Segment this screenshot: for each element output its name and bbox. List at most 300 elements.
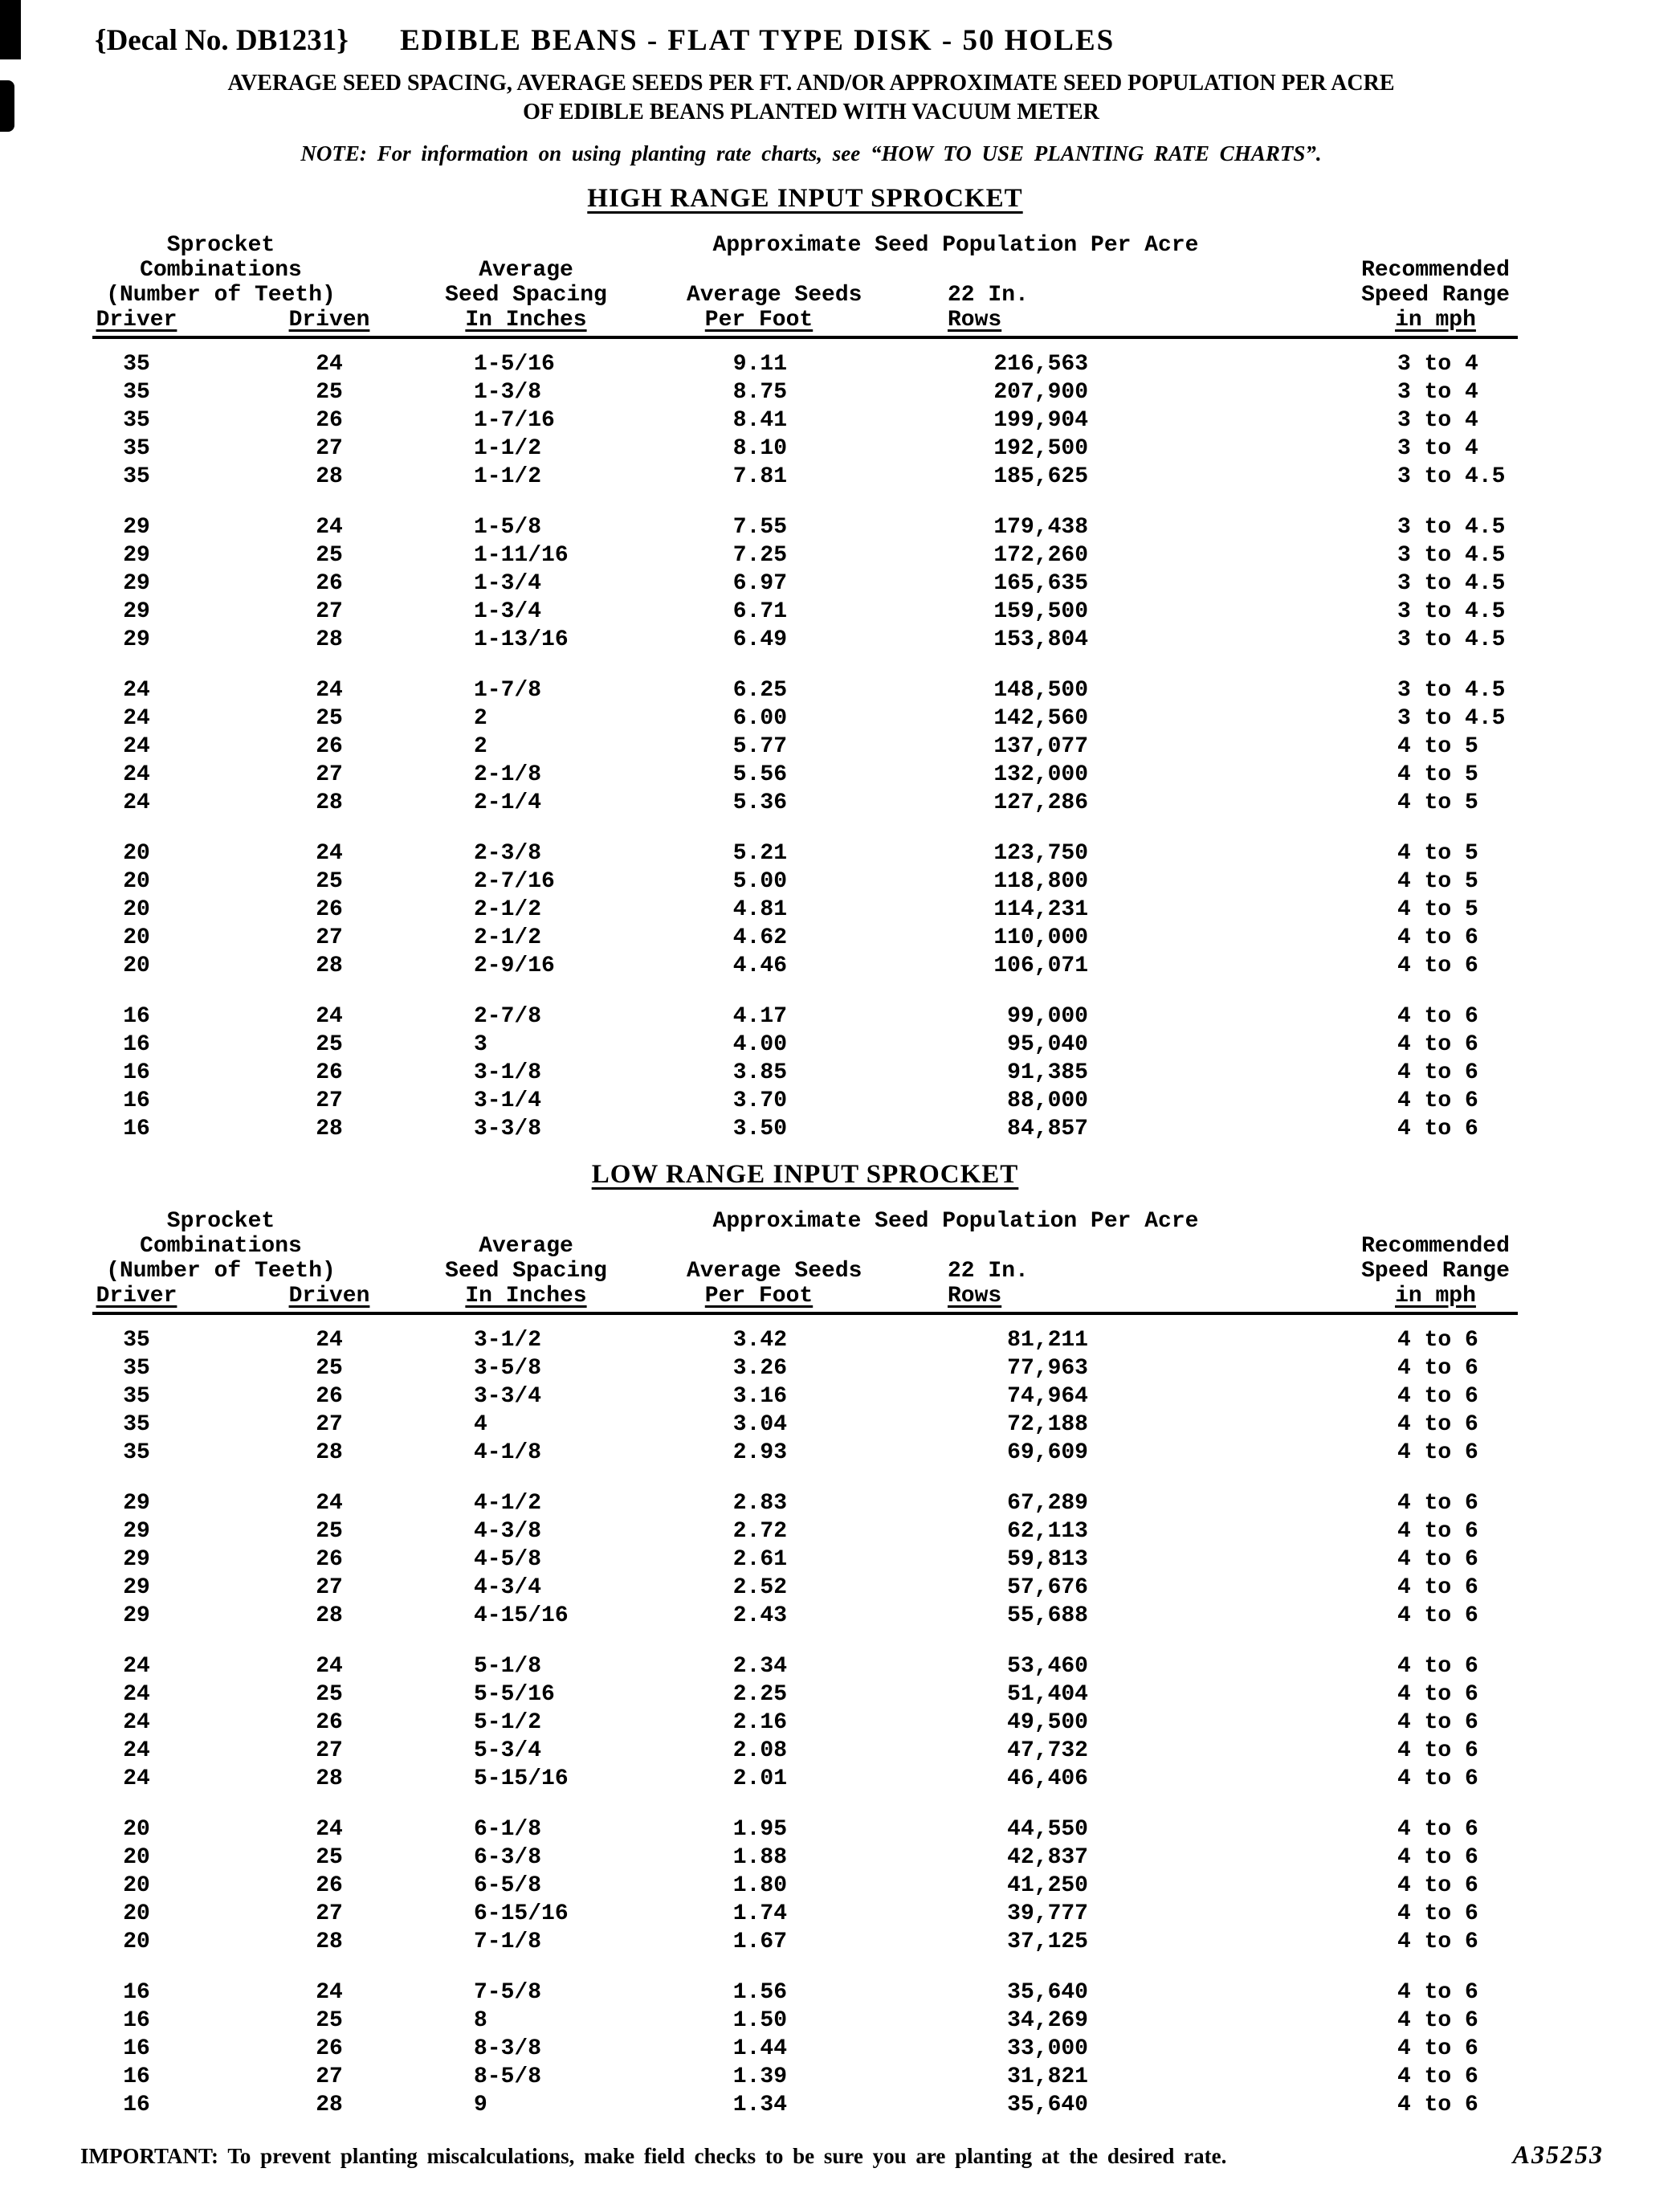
seeds-per-foot-cell: 1.44 (732, 2036, 787, 2061)
seed-spacing-cell: 1-1/2 (474, 464, 542, 489)
driver-cell: 24 (123, 762, 150, 787)
population-cell: 153,804 (993, 627, 1088, 652)
col-header-in-inches (430, 308, 687, 333)
col-header-per-foot (687, 1284, 871, 1309)
sprocket-group (92, 1978, 1518, 2119)
seeds-per-foot-cell: 4.81 (732, 897, 787, 922)
col-header-label: in mph (1395, 1284, 1476, 1309)
table-header-row (92, 1234, 1518, 1259)
table-body (92, 350, 1518, 1143)
seed-spacing-cell: 3-3/4 (474, 1384, 542, 1409)
driven-cell: 26 (316, 1873, 343, 1898)
population-cell: 57,676 (1007, 1575, 1088, 1600)
section-title-text: LOW RANGE INPUT SPROCKET (591, 1160, 1019, 1189)
seeds-per-foot-cell: 5.21 (732, 841, 787, 866)
col-header-label: Driver (96, 1284, 177, 1309)
population-cell: 46,406 (1007, 1766, 1088, 1791)
table-row (92, 1602, 1518, 1630)
population-cell: 91,385 (1007, 1060, 1088, 1085)
page-title: EDIBLE BEANS - FLAT TYPE DISK - 50 HOLES (400, 24, 1115, 57)
population-cell: 77,963 (1007, 1356, 1088, 1381)
col-header-in-mph (1265, 1284, 1518, 1309)
speed-range-cell: 4 to 6 (1397, 2093, 1478, 2117)
driven-cell: 27 (316, 1412, 343, 1437)
col-header-label: in mph (1395, 308, 1476, 333)
driver-cell: 35 (123, 1440, 150, 1465)
col-header-label: Per Foot (704, 1284, 813, 1309)
driven-cell: 28 (316, 627, 343, 652)
seeds-per-foot-cell: 1.80 (732, 1873, 787, 1898)
table-row (92, 2091, 1518, 2119)
driven-cell: 28 (316, 2093, 343, 2117)
driver-cell: 24 (123, 790, 150, 815)
driver-cell: 20 (123, 1901, 150, 1926)
speed-range-cell: 4 to 6 (1397, 2036, 1478, 2061)
speed-range-cell: 4 to 6 (1397, 1384, 1478, 1409)
driven-cell: 25 (316, 706, 343, 731)
seeds-per-foot-cell: 1.34 (732, 2093, 787, 2117)
seeds-per-foot-cell: 6.97 (732, 571, 787, 596)
population-cell: 81,211 (1007, 1328, 1088, 1353)
seeds-per-foot-cell: 3.42 (732, 1328, 787, 1353)
driver-cell: 24 (123, 706, 150, 731)
driver-cell: 35 (123, 408, 150, 433)
table-row (92, 463, 1518, 491)
speed-range-cell: 3 to 4.5 (1397, 627, 1506, 652)
col-header-rows (871, 308, 1265, 333)
seeds-per-foot-cell: 4.46 (732, 953, 787, 978)
seeds-per-foot-cell: 3.16 (732, 1384, 787, 1409)
speed-range-cell: 3 to 4 (1397, 380, 1478, 405)
sprocket-group (92, 1815, 1518, 1956)
seeds-per-foot-cell: 7.81 (732, 464, 787, 489)
driver-cell: 24 (123, 1682, 150, 1707)
seed-spacing-cell: 1-7/16 (474, 408, 555, 433)
driven-cell: 26 (316, 734, 343, 759)
driven-cell: 28 (316, 790, 343, 815)
population-cell: 74,964 (1007, 1384, 1088, 1409)
seeds-per-foot-cell: 6.25 (732, 678, 787, 703)
col-header-seed-spacing: Seed Spacing (445, 1259, 607, 1284)
population-cell: 31,821 (1007, 2064, 1088, 2089)
col-header-speed-range: Speed Range (1361, 1259, 1510, 1284)
table-header (92, 233, 1518, 339)
seed-spacing-cell: 9 (474, 2093, 487, 2117)
table-row (92, 1489, 1518, 1517)
section-title-low-range (92, 1158, 1518, 1191)
driven-cell: 24 (316, 352, 343, 377)
sprocket-group (92, 839, 1518, 980)
seeds-per-foot-cell: 2.01 (732, 1766, 787, 1791)
table-row (92, 839, 1518, 868)
speed-range-cell: 4 to 6 (1397, 1817, 1478, 1842)
seed-spacing-cell: 3-1/2 (474, 1328, 542, 1353)
population-cell: 216,563 (993, 352, 1088, 377)
seed-spacing-cell: 5-1/8 (474, 1654, 542, 1679)
speed-range-cell: 4 to 6 (1397, 1654, 1478, 1679)
population-cell: 179,438 (993, 515, 1088, 540)
driven-cell: 26 (316, 408, 343, 433)
driven-cell: 26 (316, 1384, 343, 1409)
seed-spacing-cell: 4-15/16 (474, 1603, 569, 1628)
speed-range-cell: 4 to 6 (1397, 1929, 1478, 1954)
col-header-speed-range: Speed Range (1361, 283, 1510, 308)
seeds-per-foot-cell: 3.26 (732, 1356, 787, 1381)
driven-cell: 25 (316, 2008, 343, 2033)
table-row (92, 1115, 1518, 1143)
seed-spacing-cell: 1-5/8 (474, 515, 542, 540)
table-section-low-range (0, 1158, 1680, 2119)
driven-cell: 26 (316, 2036, 343, 2061)
table-row (92, 733, 1518, 761)
population-cell: 49,500 (1007, 1710, 1088, 1735)
speed-range-cell: 4 to 6 (1397, 1519, 1478, 1544)
seeds-per-foot-cell: 1.50 (732, 2008, 787, 2033)
table-row (92, 2063, 1518, 2091)
driver-cell: 16 (123, 1088, 150, 1113)
population-cell: 106,071 (993, 953, 1088, 978)
speed-range-cell: 4 to 6 (1397, 1328, 1478, 1353)
col-header-combinations: Combinations (140, 1234, 302, 1259)
population-cell: 72,188 (1007, 1412, 1088, 1437)
col-header-rows (871, 1284, 1265, 1309)
table-row (92, 924, 1518, 952)
population-cell: 35,640 (1007, 2093, 1088, 2117)
driver-cell: 29 (123, 1575, 150, 1600)
seed-spacing-cell: 5-3/4 (474, 1738, 542, 1763)
speed-range-cell: 3 to 4.5 (1397, 464, 1506, 489)
seeds-per-foot-cell: 2.08 (732, 1738, 787, 1763)
col-header-average: Average (479, 1234, 573, 1259)
driven-cell: 25 (316, 1032, 343, 1057)
population-cell: 127,286 (993, 790, 1088, 815)
driven-cell: 27 (316, 762, 343, 787)
sprocket-group (92, 676, 1518, 817)
seeds-per-foot-cell: 1.88 (732, 1845, 787, 1870)
driver-cell: 20 (123, 925, 150, 950)
subtitle-line-2: OF EDIBLE BEANS PLANTED WITH VACUUM METER (523, 100, 1099, 125)
col-header-driver (92, 308, 229, 333)
driven-cell: 24 (316, 1328, 343, 1353)
seed-spacing-cell: 3-3/8 (474, 1117, 542, 1141)
seed-spacing-cell: 4-3/8 (474, 1519, 542, 1544)
table-row (92, 1709, 1518, 1737)
col-header-label: Per Foot (704, 308, 813, 333)
table-row (92, 1087, 1518, 1115)
speed-range-cell: 4 to 6 (1397, 1440, 1478, 1465)
driver-cell: 24 (123, 1710, 150, 1735)
seed-spacing-cell: 2-9/16 (474, 953, 555, 978)
driven-cell: 24 (316, 515, 343, 540)
col-header-recommended: Recommended (1361, 1234, 1510, 1259)
driven-cell: 26 (316, 897, 343, 922)
seed-spacing-cell: 4-5/8 (474, 1547, 542, 1572)
population-cell: 37,125 (1007, 1929, 1088, 1954)
driver-cell: 20 (123, 1845, 150, 1870)
seed-spacing-cell: 3-1/8 (474, 1060, 542, 1085)
seeds-per-foot-cell: 8.75 (732, 380, 787, 405)
driver-cell: 16 (123, 2036, 150, 2061)
table-row (92, 1978, 1518, 2007)
col-header-driven (229, 308, 430, 333)
driver-cell: 20 (123, 953, 150, 978)
col-header-recommended: Recommended (1361, 258, 1510, 283)
population-cell: 192,500 (993, 436, 1088, 461)
col-header-rows-22in: 22 In. (948, 1259, 1029, 1284)
seeds-per-foot-cell: 3.70 (732, 1088, 787, 1113)
population-cell: 114,231 (993, 897, 1088, 922)
table-row (92, 676, 1518, 704)
seeds-per-foot-cell: 2.43 (732, 1603, 787, 1628)
title-row (95, 0, 1680, 59)
table-row (92, 378, 1518, 406)
seeds-per-foot-cell: 7.25 (732, 543, 787, 568)
speed-range-cell: 4 to 6 (1397, 953, 1478, 978)
driver-cell: 29 (123, 1603, 150, 1628)
seeds-per-foot-cell: 8.41 (732, 408, 787, 433)
driven-cell: 27 (316, 1088, 343, 1113)
driven-cell: 25 (316, 380, 343, 405)
seed-spacing-cell: 3-5/8 (474, 1356, 542, 1381)
table-row (92, 1815, 1518, 1844)
driver-cell: 16 (123, 1004, 150, 1029)
speed-range-cell: 3 to 4 (1397, 408, 1478, 433)
table-row (92, 868, 1518, 896)
table-row (92, 1737, 1518, 1765)
driven-cell: 27 (316, 925, 343, 950)
table-header-row (92, 258, 1518, 283)
population-cell: 207,900 (993, 380, 1088, 405)
seeds-per-foot-cell: 3.04 (732, 1412, 787, 1437)
population-cell: 199,904 (993, 408, 1088, 433)
speed-range-cell: 4 to 6 (1397, 1491, 1478, 1516)
col-header-label: Driven (288, 1284, 370, 1309)
driver-cell: 29 (123, 1519, 150, 1544)
driven-cell: 25 (316, 1682, 343, 1707)
form-code: A35253 (1512, 2140, 1604, 2169)
driver-cell: 35 (123, 380, 150, 405)
population-cell: 123,750 (993, 841, 1088, 866)
driver-cell: 20 (123, 897, 150, 922)
speed-range-cell: 4 to 6 (1397, 1901, 1478, 1926)
seed-spacing-cell: 1-13/16 (474, 627, 569, 652)
seeds-per-foot-cell: 8.10 (732, 436, 787, 461)
driver-cell: 24 (123, 1738, 150, 1763)
driven-cell: 24 (316, 1817, 343, 1842)
speed-range-cell: 3 to 4.5 (1397, 599, 1506, 624)
seed-spacing-cell: 2-3/8 (474, 841, 542, 866)
driver-cell: 29 (123, 543, 150, 568)
seeds-per-foot-cell: 5.00 (732, 869, 787, 894)
table-row (92, 1546, 1518, 1574)
col-header-label: Driven (288, 308, 370, 333)
driven-cell: 27 (316, 1575, 343, 1600)
seed-spacing-cell: 8-5/8 (474, 2064, 542, 2089)
seeds-per-foot-cell: 1.56 (732, 1980, 787, 2005)
seeds-per-foot-cell: 1.95 (732, 1817, 787, 1842)
table-row (92, 1326, 1518, 1354)
table-row (92, 1844, 1518, 1872)
footer-text: To prevent planting miscalculations, make field checks to be sure you are planting at the desired rate. (227, 2144, 1227, 2168)
footer-warning (80, 2144, 1226, 2169)
seed-spacing-cell: 5-5/16 (474, 1682, 555, 1707)
speed-range-cell: 4 to 6 (1397, 1766, 1478, 1791)
speed-range-cell: 4 to 5 (1397, 762, 1478, 787)
col-header-sprocket: Sprocket (166, 1209, 275, 1234)
seed-spacing-cell: 1-3/4 (474, 599, 542, 624)
table-row (92, 1680, 1518, 1709)
driver-cell: 24 (123, 1654, 150, 1679)
col-header-label: In Inches (465, 308, 587, 333)
table-header (92, 1209, 1518, 1315)
seeds-per-foot-cell: 5.36 (732, 790, 787, 815)
speed-range-cell: 3 to 4 (1397, 436, 1478, 461)
driven-cell: 26 (316, 1547, 343, 1572)
table-row (92, 1928, 1518, 1956)
table-row (92, 1439, 1518, 1467)
seed-spacing-cell: 4-1/2 (474, 1491, 542, 1516)
population-cell: 142,560 (993, 706, 1088, 731)
seeds-per-foot-cell: 6.49 (732, 627, 787, 652)
driver-cell: 35 (123, 436, 150, 461)
seeds-per-foot-cell: 5.56 (732, 762, 787, 787)
seed-spacing-cell: 5-15/16 (474, 1766, 569, 1791)
driver-cell: 35 (123, 464, 150, 489)
speed-range-cell: 4 to 6 (1397, 2008, 1478, 2033)
note-line: NOTE: For information on using planting rate charts, see “HOW TO USE PLANTING RATE CHARTS”. (300, 141, 1322, 165)
population-cell: 67,289 (1007, 1491, 1088, 1516)
driven-cell: 27 (316, 1738, 343, 1763)
population-cell: 148,500 (993, 678, 1088, 703)
seeds-per-foot-cell: 7.55 (732, 515, 787, 540)
driven-cell: 25 (316, 543, 343, 568)
seeds-per-foot-cell: 4.00 (732, 1032, 787, 1057)
speed-range-cell: 4 to 6 (1397, 1873, 1478, 1898)
population-cell: 69,609 (1007, 1440, 1088, 1465)
speed-range-cell: 4 to 5 (1397, 790, 1478, 815)
table-row (92, 1382, 1518, 1411)
table-row (92, 1872, 1518, 1900)
driven-cell: 28 (316, 1440, 343, 1465)
seeds-per-foot-cell: 3.50 (732, 1117, 787, 1141)
table-header-row (92, 233, 1518, 258)
table-row (92, 1517, 1518, 1546)
driver-cell: 29 (123, 1547, 150, 1572)
col-header-rows-22in: 22 In. (948, 283, 1029, 308)
population-cell: 34,269 (1007, 2008, 1088, 2033)
driver-cell: 29 (123, 1491, 150, 1516)
population-cell: 99,000 (1007, 1004, 1088, 1029)
table-body (92, 1326, 1518, 2119)
population-cell: 39,777 (1007, 1901, 1088, 1926)
table-row (92, 2007, 1518, 2035)
driver-cell: 35 (123, 1328, 150, 1353)
table-row (92, 541, 1518, 570)
seeds-per-foot-cell: 2.93 (732, 1440, 787, 1465)
seeds-per-foot-cell: 3.85 (732, 1060, 787, 1085)
seed-spacing-cell: 7-5/8 (474, 1980, 542, 2005)
driver-cell: 29 (123, 571, 150, 596)
driven-cell: 28 (316, 1603, 343, 1628)
seed-spacing-cell: 1-7/8 (474, 678, 542, 703)
seeds-per-foot-cell: 2.72 (732, 1519, 787, 1544)
table-row (92, 435, 1518, 463)
driven-cell: 27 (316, 436, 343, 461)
speed-range-cell: 3 to 4 (1397, 352, 1478, 377)
driver-cell: 35 (123, 1356, 150, 1381)
table-header-row (92, 1209, 1518, 1234)
sections (0, 182, 1680, 2119)
rate-table-low-range (92, 1209, 1518, 2119)
seeds-per-foot-cell: 4.17 (732, 1004, 787, 1029)
seed-spacing-cell: 8 (474, 2008, 487, 2033)
driver-cell: 16 (123, 1117, 150, 1141)
population-cell: 137,077 (993, 734, 1088, 759)
table-row (92, 350, 1518, 378)
seed-spacing-cell: 1-3/4 (474, 571, 542, 596)
col-header-label: Driver (96, 308, 177, 333)
scan-artifact (0, 0, 21, 59)
col-header-approx-pop: Approximate Seed Population Per Acre (712, 233, 1199, 258)
population-cell: 35,640 (1007, 1980, 1088, 2005)
table-row (92, 1031, 1518, 1059)
population-cell: 42,837 (1007, 1845, 1088, 1870)
population-cell: 118,800 (993, 869, 1088, 894)
seed-spacing-cell: 2-1/2 (474, 925, 542, 950)
driven-cell: 25 (316, 1356, 343, 1381)
driven-cell: 27 (316, 2064, 343, 2089)
driven-cell: 24 (316, 1980, 343, 2005)
speed-range-cell: 4 to 6 (1397, 1032, 1478, 1057)
speed-range-cell: 4 to 5 (1397, 841, 1478, 866)
speed-range-cell: 4 to 6 (1397, 1547, 1478, 1572)
driven-cell: 28 (316, 464, 343, 489)
driver-cell: 35 (123, 352, 150, 377)
table-row (92, 761, 1518, 789)
driver-cell: 16 (123, 2008, 150, 2033)
speed-range-cell: 4 to 6 (1397, 1738, 1478, 1763)
driver-cell: 24 (123, 1766, 150, 1791)
seed-spacing-cell: 1-3/8 (474, 380, 542, 405)
driven-cell: 28 (316, 1929, 343, 1954)
table-section-high-range (0, 182, 1680, 1143)
table-header-row (92, 1259, 1518, 1284)
seeds-per-foot-cell: 2.25 (732, 1682, 787, 1707)
seeds-per-foot-cell: 9.11 (732, 352, 787, 377)
seed-spacing-cell: 6-15/16 (474, 1901, 569, 1926)
seed-spacing-cell: 1-1/2 (474, 436, 542, 461)
driven-cell: 28 (316, 1766, 343, 1791)
speed-range-cell: 4 to 5 (1397, 869, 1478, 894)
col-header-number-of-teeth: (Number of Teeth) (106, 283, 336, 308)
driver-cell: 20 (123, 841, 150, 866)
driver-cell: 29 (123, 515, 150, 540)
seed-spacing-cell: 2-7/8 (474, 1004, 542, 1029)
subtitle-line-1: AVERAGE SEED SPACING, AVERAGE SEEDS PER FT. AND/OR APPROXIMATE SEED POPULATION PER ACRE (227, 71, 1395, 96)
driven-cell: 24 (316, 1491, 343, 1516)
seed-spacing-cell: 1-5/16 (474, 352, 555, 377)
driven-cell: 24 (316, 678, 343, 703)
seeds-per-foot-cell: 2.61 (732, 1547, 787, 1572)
table-header-row (92, 283, 1518, 308)
population-cell: 185,625 (993, 464, 1088, 489)
seeds-per-foot-cell: 2.83 (732, 1491, 787, 1516)
table-row (92, 1900, 1518, 1928)
sprocket-group (92, 1326, 1518, 1467)
table-row (92, 1411, 1518, 1439)
decal-number: {Decal No. DB1231} (95, 24, 349, 57)
footer (80, 2140, 1604, 2170)
